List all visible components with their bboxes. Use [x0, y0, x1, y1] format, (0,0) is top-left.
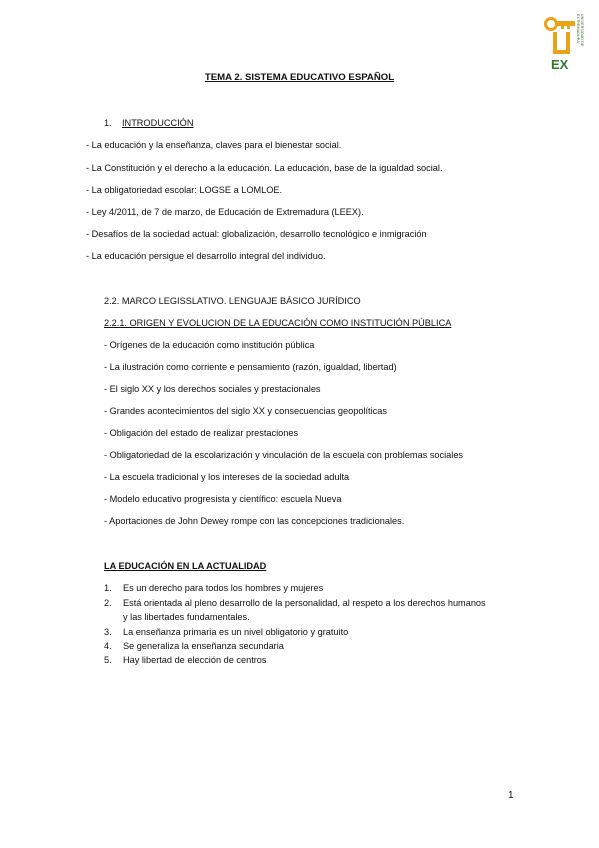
item-text: y las libertades fundamentales.: [123, 612, 250, 622]
marco-item: - Obligación del estado de realizar prestaciones: [104, 428, 299, 438]
marco-subheading: 2.2.1. ORIGEN Y EVOLUCION DE LA EDUCACIÓN COMO INSTITUCIÓN PÚBLICA: [104, 318, 452, 328]
item-number: 3.: [104, 627, 112, 637]
item-number: 2.: [104, 598, 112, 608]
page-number: 1: [508, 790, 514, 801]
marco-heading: 2.2. MARCO LEGISSLATIVO. LENGUAJE BÁSICO JURÍDICO: [104, 296, 361, 306]
item-number: 1.: [104, 583, 112, 593]
marco-item: - Orígenes de la educación como institución pública: [104, 340, 315, 350]
actualidad-item: [104, 655, 267, 665]
university-logo: [543, 14, 585, 72]
marco-item: - Aportaciones de John Dewey rompe con las concepciones tradicionales.: [104, 516, 405, 526]
marco-item: - La escuela tradicional y los intereses de la sociedad adulta: [104, 472, 350, 482]
page-title: TEMA 2. SISTEMA EDUCATIVO ESPAÑOL: [204, 72, 395, 83]
intro-item: - La educación y la enseñanza, claves para el bienestar social.: [86, 140, 342, 150]
marco-item: - Obligatoriedad de la escolarización y vinculación de la escuela con problemas sociales: [104, 450, 464, 460]
actualidad-item: [104, 583, 323, 593]
item-number: 5.: [104, 655, 112, 665]
item-text: Está orientada al pleno desarrollo de la personalidad, al respeto a los derechos humanos: [123, 598, 486, 608]
item-text: Se generaliza la enseñanza secundaria: [123, 641, 284, 651]
marco-item: - Grandes acontecimientos del siglo XX y consecuencias geopolíticas: [104, 406, 387, 416]
marco-item: - El siglo XX y los derechos sociales y prestacionales: [104, 384, 321, 394]
item-text: La enseñanza primaria es un nivel obligatorio y gratuito: [123, 627, 349, 637]
actualidad-item-continued: [104, 612, 250, 622]
intro-item: - La educación persigue el desarrollo integral del individuo.: [86, 251, 326, 261]
actualidad-heading: LA EDUCACIÓN EN LA ACTUALIDAD: [104, 561, 267, 571]
marco-item: - Modelo educativo progresista y científico: escuela Nueva: [104, 494, 342, 504]
marco-item: - La ilustración como corriente e pensamiento (razón, igualdad, libertad): [104, 362, 397, 372]
logo-side-text: UNIVERSIDAD DE EXTREMADURA: [576, 14, 584, 47]
item-text: Es un derecho para todos los hombres y mujeres: [123, 583, 324, 593]
logo-text: EX: [551, 57, 569, 72]
actualidad-item: [104, 627, 348, 637]
intro-heading-number: 1.: [104, 118, 112, 128]
intro-heading: [104, 118, 193, 128]
item-text: Hay libertad de elección de centros: [123, 655, 267, 665]
intro-item: - Desafíos de la sociedad actual: globalización, desarrollo tecnológico e inmigración: [86, 229, 427, 239]
actualidad-item: [104, 598, 486, 608]
intro-item: - La Constitución y el derecho a la educación. La educación, base de la igualdad social.: [86, 163, 443, 173]
intro-heading-text: INTRODUCCIÓN: [122, 118, 194, 128]
intro-item: - Ley 4/2011, de 7 de marzo, de Educación de Extremadura (LEEX).: [86, 207, 364, 217]
actualidad-item: [104, 641, 284, 651]
intro-item: - La obligatoriedad escolar: LOGSE a LOMLOE.: [86, 185, 283, 195]
item-number: 4.: [104, 641, 112, 651]
